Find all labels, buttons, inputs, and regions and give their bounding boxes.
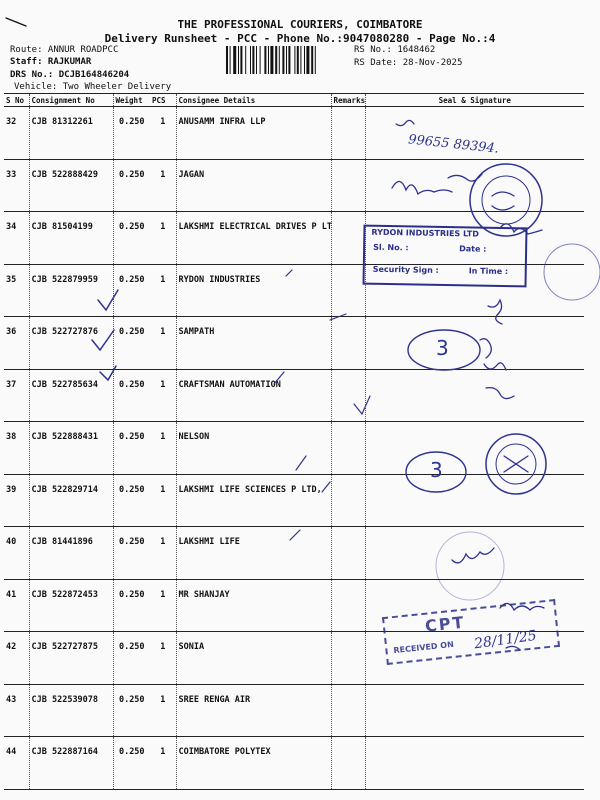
consignment-cell: CJB 522888429 bbox=[29, 159, 113, 212]
circled-number-text: 3 bbox=[436, 336, 449, 360]
drs-label: DRS No.: DCJB164846204 bbox=[10, 70, 130, 80]
stamp-date: Date : bbox=[459, 244, 487, 254]
remarks-cell bbox=[331, 684, 365, 737]
signature-cell bbox=[365, 422, 584, 475]
sno-cell: 32 bbox=[4, 107, 29, 160]
barcode-bar bbox=[300, 46, 301, 74]
header-title: THE PROFESSIONAL COURIERS, COIMBATORE bbox=[177, 18, 423, 31]
pcs-cell: 1 bbox=[150, 107, 176, 160]
table-row bbox=[4, 369, 584, 422]
weight-cell: 0.250 bbox=[113, 632, 150, 685]
pcs-cell: 1 bbox=[150, 684, 176, 737]
barcode-bar bbox=[245, 46, 246, 74]
consignment-cell: CJB 522887164 bbox=[29, 737, 113, 790]
signature-cell bbox=[365, 684, 584, 737]
rs-no-label: RS No.: 1648462 bbox=[354, 45, 436, 55]
pcs-cell: 1 bbox=[150, 264, 176, 317]
remarks-cell bbox=[331, 317, 365, 370]
stamp-security: Security Sign : bbox=[372, 264, 439, 275]
header-subtitle: Delivery Runsheet - PCC - Phone No.:9047080280 - Page No.:4 bbox=[104, 32, 496, 45]
remarks-cell bbox=[331, 737, 365, 790]
remarks-cell bbox=[331, 212, 365, 265]
weight-cell: 0.250 bbox=[113, 737, 150, 790]
barcode-bar bbox=[275, 46, 277, 74]
col-pcs-header: PCS bbox=[150, 94, 176, 107]
runsheet-table bbox=[4, 93, 584, 790]
consignment-cell: CJB 522785634 bbox=[29, 369, 113, 422]
pcs-cell: 1 bbox=[150, 474, 176, 527]
pcs-cell: 1 bbox=[150, 317, 176, 370]
col-remarks-header: Remarks bbox=[331, 94, 365, 107]
sno-cell: 35 bbox=[4, 264, 29, 317]
consignee-cell: MR SHANJAY bbox=[176, 579, 331, 632]
barcode-bar bbox=[306, 46, 309, 74]
consignee-cell: CRAFTSMAN AUTOMATION bbox=[176, 369, 331, 422]
barcode-bar bbox=[226, 46, 228, 74]
table-row bbox=[4, 474, 584, 527]
barcode-bar bbox=[233, 46, 236, 74]
barcode-bar bbox=[279, 46, 280, 74]
barcode-bar bbox=[294, 46, 295, 74]
consignment-cell: CJB 81504199 bbox=[29, 212, 113, 265]
signature-cell bbox=[365, 317, 584, 370]
stamp-intime: In Time : bbox=[468, 266, 509, 277]
weight-cell: 0.250 bbox=[113, 212, 150, 265]
sno-cell: 38 bbox=[4, 422, 29, 475]
staff-label: Staff: RAJKUMAR bbox=[10, 57, 92, 67]
col-weight-header: Weight bbox=[113, 94, 150, 107]
consignee-cell: NELSON bbox=[176, 422, 331, 475]
pcs-cell: 1 bbox=[150, 579, 176, 632]
barcode-bar bbox=[256, 46, 257, 74]
signature-cell bbox=[365, 159, 584, 212]
consignment-cell: CJB 522888431 bbox=[29, 422, 113, 475]
consignee-cell: ANUSAMM INFRA LLP bbox=[176, 107, 331, 160]
table-row bbox=[4, 527, 584, 580]
weight-cell: 0.250 bbox=[113, 579, 150, 632]
rs-date-label: RS Date: 28-Nov-2025 bbox=[354, 58, 463, 68]
barcode-bar bbox=[282, 46, 284, 74]
consignment-cell: CJB 81312261 bbox=[29, 107, 113, 160]
barcode-bar bbox=[238, 46, 239, 74]
signature-cell bbox=[365, 527, 584, 580]
weight-cell: 0.250 bbox=[113, 107, 150, 160]
barcode-bar bbox=[286, 46, 287, 74]
sno-cell: 37 bbox=[4, 369, 29, 422]
consignee-cell: COIMBATORE POLYTEX bbox=[176, 737, 331, 790]
vehicle-label: Vehicle: Two Wheeler Delivery bbox=[14, 82, 172, 92]
consignment-cell: CJB 522829714 bbox=[29, 474, 113, 527]
weight-cell: 0.250 bbox=[113, 159, 150, 212]
pcs-cell: 1 bbox=[150, 527, 176, 580]
consignee-cell: LAKSHMI ELECTRICAL DRIVES P LT bbox=[176, 212, 331, 265]
weight-cell: 0.250 bbox=[113, 474, 150, 527]
table-row bbox=[4, 422, 584, 475]
consignment-cell: CJB 522727875 bbox=[29, 632, 113, 685]
consignment-cell: CJB 81441896 bbox=[29, 527, 113, 580]
barcode-bar bbox=[252, 46, 254, 74]
col-sno-header: S No bbox=[4, 94, 29, 107]
signature-cell bbox=[365, 737, 584, 790]
barcode-bar bbox=[288, 46, 290, 74]
consignee-cell: SONIA bbox=[176, 632, 331, 685]
consignee-cell: LAKSHMI LIFE bbox=[176, 527, 331, 580]
barcode-bar bbox=[240, 46, 242, 74]
sno-cell: 36 bbox=[4, 317, 29, 370]
circled-number-text: 3 bbox=[430, 458, 443, 482]
barcode-bar bbox=[315, 46, 316, 74]
sno-cell: 34 bbox=[4, 212, 29, 265]
barcode-image bbox=[226, 46, 348, 74]
barcode-bar bbox=[230, 46, 231, 74]
consignee-cell: SAMPATH bbox=[176, 317, 331, 370]
rydon-security-stamp bbox=[362, 225, 527, 288]
signature-cell bbox=[365, 369, 584, 422]
col-seal-header: Seal & Signature bbox=[365, 94, 584, 107]
table-row bbox=[4, 159, 584, 212]
col-consignment-header: Consignment No bbox=[29, 94, 113, 107]
consignee-cell: SREE RENGA AIR bbox=[176, 684, 331, 737]
table-row bbox=[4, 737, 584, 790]
remarks-cell bbox=[331, 369, 365, 422]
remarks-cell bbox=[331, 107, 365, 160]
received-on-label: RECEIVED ON bbox=[393, 639, 455, 656]
consignment-cell: CJB 522872453 bbox=[29, 579, 113, 632]
pcs-cell: 1 bbox=[150, 737, 176, 790]
table-row bbox=[4, 317, 584, 370]
weight-cell: 0.250 bbox=[113, 684, 150, 737]
weight-cell: 0.250 bbox=[113, 264, 150, 317]
barcode-bar bbox=[250, 46, 251, 74]
remarks-cell bbox=[331, 159, 365, 212]
remarks-cell bbox=[331, 422, 365, 475]
barcode-bar bbox=[268, 46, 269, 74]
barcode-bar bbox=[264, 46, 266, 74]
handwritten-phone: 99655 89394. bbox=[407, 132, 500, 157]
sno-cell: 39 bbox=[4, 474, 29, 527]
route-label: Route: ANNUR ROADPCC bbox=[10, 45, 119, 55]
remarks-cell bbox=[331, 632, 365, 685]
table-header-row bbox=[4, 94, 584, 107]
weight-cell: 0.250 bbox=[113, 369, 150, 422]
barcode-bar bbox=[297, 46, 299, 74]
pcs-cell: 1 bbox=[150, 159, 176, 212]
sno-cell: 43 bbox=[4, 684, 29, 737]
weight-cell: 0.250 bbox=[113, 422, 150, 475]
pcs-cell: 1 bbox=[150, 212, 176, 265]
pcs-cell: 1 bbox=[150, 369, 176, 422]
barcode-bar bbox=[304, 46, 305, 74]
consignment-cell: CJB 522727876 bbox=[29, 317, 113, 370]
sno-cell: 41 bbox=[4, 579, 29, 632]
consignee-cell: RYDON INDUSTRIES bbox=[176, 264, 331, 317]
remarks-cell bbox=[331, 474, 365, 527]
sno-cell: 33 bbox=[4, 159, 29, 212]
pcs-cell: 1 bbox=[150, 422, 176, 475]
received-date: 28/11/25 bbox=[473, 627, 538, 653]
sno-cell: 42 bbox=[4, 632, 29, 685]
barcode-bar bbox=[270, 46, 273, 74]
sno-cell: 40 bbox=[4, 527, 29, 580]
consignment-cell: CJB 522539078 bbox=[29, 684, 113, 737]
stamp-slno: Sl. No. : bbox=[373, 242, 409, 253]
stamp-title: RYDON INDUSTRIES LTD bbox=[371, 227, 479, 239]
signature-cell bbox=[365, 474, 584, 527]
consignee-cell: JAGAN bbox=[176, 159, 331, 212]
cpt-stamp-label: CPT bbox=[424, 612, 467, 636]
table-row bbox=[4, 684, 584, 737]
pcs-cell: 1 bbox=[150, 632, 176, 685]
weight-cell: 0.250 bbox=[113, 317, 150, 370]
weight-cell: 0.250 bbox=[113, 527, 150, 580]
sno-cell: 44 bbox=[4, 737, 29, 790]
barcode-bar bbox=[311, 46, 313, 74]
barcode-bar bbox=[260, 46, 261, 74]
consignment-cell: CJB 522879959 bbox=[29, 264, 113, 317]
consignee-cell: LAKSHMI LIFE SCIENCES P LTD, bbox=[176, 474, 331, 527]
remarks-cell bbox=[331, 264, 365, 317]
remarks-cell bbox=[331, 527, 365, 580]
remarks-cell bbox=[331, 579, 365, 632]
col-consignee-header: Consignee Details bbox=[176, 94, 331, 107]
